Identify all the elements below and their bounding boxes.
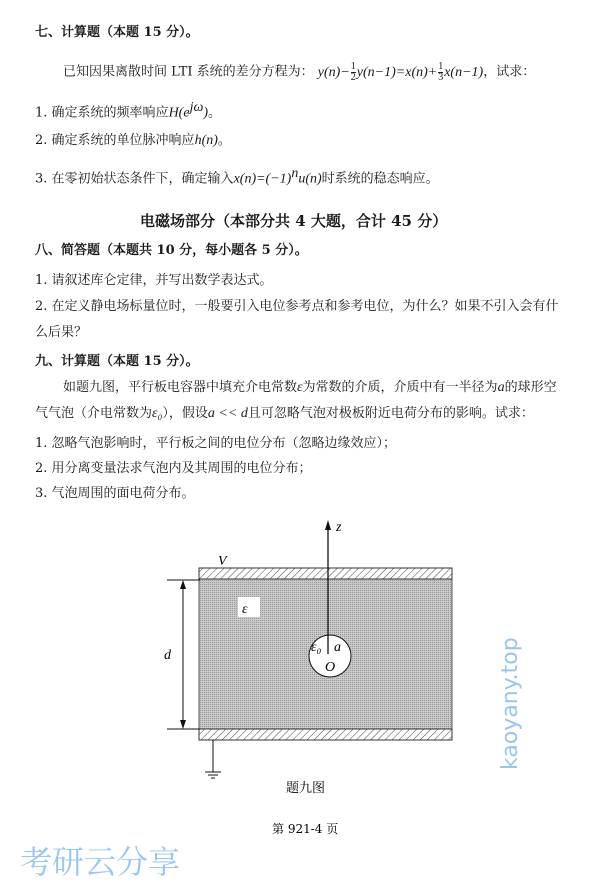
watermark-url: kaoyany.top [498, 637, 523, 770]
section-title: 电磁场部分（本部分共 4 大题，合计 45 分） [140, 212, 448, 230]
z-label: z [336, 520, 342, 535]
ground-icon [205, 772, 221, 778]
q7-intro-text: 已知因果离散时间 LTI 系统的差分方程为： [63, 64, 314, 80]
q8-item-2-cont: 么后果？ [35, 325, 88, 340]
q8-item-2: 2. 在定义静电场标量位时，一般要引入电位参考点和参考电位，为什么？如果不引入会有什 [35, 299, 559, 314]
radius-label: a [334, 640, 341, 655]
q9-item-3: 3. 气泡周围的面电荷分布。 [35, 486, 195, 501]
q9-heading: 九、计算题（本题 15 分）。 [35, 354, 199, 369]
q9-item-1: 1. 忽略气泡影响时，平行板之间的电位分布（忽略边缘效应）； [35, 436, 397, 451]
q7-item-1: 1. 确定系统的频率响应$H(e^{j\omega})$。 [35, 100, 222, 121]
page-number: 第 921-4 页 [272, 822, 339, 836]
watermark-cn: 考研云分享 [20, 843, 181, 881]
voltage-label: V [218, 554, 227, 569]
epsilon0-label: ε₀ [311, 640, 322, 655]
q9-para-2: 气气泡（介电常数为ε₀），假设a << d且可忽略气泡对极板附近电荷分布的影响。试求： [35, 406, 534, 421]
q7-item-2: 2. 确定系统的单位脉冲响应h(n)。 [35, 133, 231, 148]
q9-para-1: 如题九图，平行板电容器中填充介电常数ε为常数的介质，介质中有一半径为a的球形空 [63, 380, 557, 395]
figure-caption: 题九图 [286, 781, 326, 796]
epsilon-label: ε [242, 602, 248, 617]
d-label: d [164, 648, 171, 663]
top-plate [199, 568, 452, 579]
difference-equation: y(n)− $\frac{1}{2}$ y(n−1)=x(n)+ $\frac{1}{3}$ x(n−1) [317, 61, 484, 83]
q9-item-2: 2. 用分离变量法求气泡内及其周围的电位分布； [35, 461, 312, 476]
q7-heading: 七、计算题（本题 15 分）。 [35, 25, 199, 40]
q8-item-1: 1. 请叙述库仑定律，并写出数学表达式。 [35, 273, 273, 288]
bottom-plate [199, 729, 452, 740]
q7-intro-end: ，试求： [483, 64, 536, 80]
origin-label: O [325, 660, 336, 675]
q7-item-3: 3. 在零初始状态条件下，确定输入$x(n)=(-1)^nu(n)$时系统的稳态响应。 [35, 166, 439, 187]
q8-heading: 八、简答题（本题共 10 分，每小题各 5 分）。 [35, 243, 308, 258]
